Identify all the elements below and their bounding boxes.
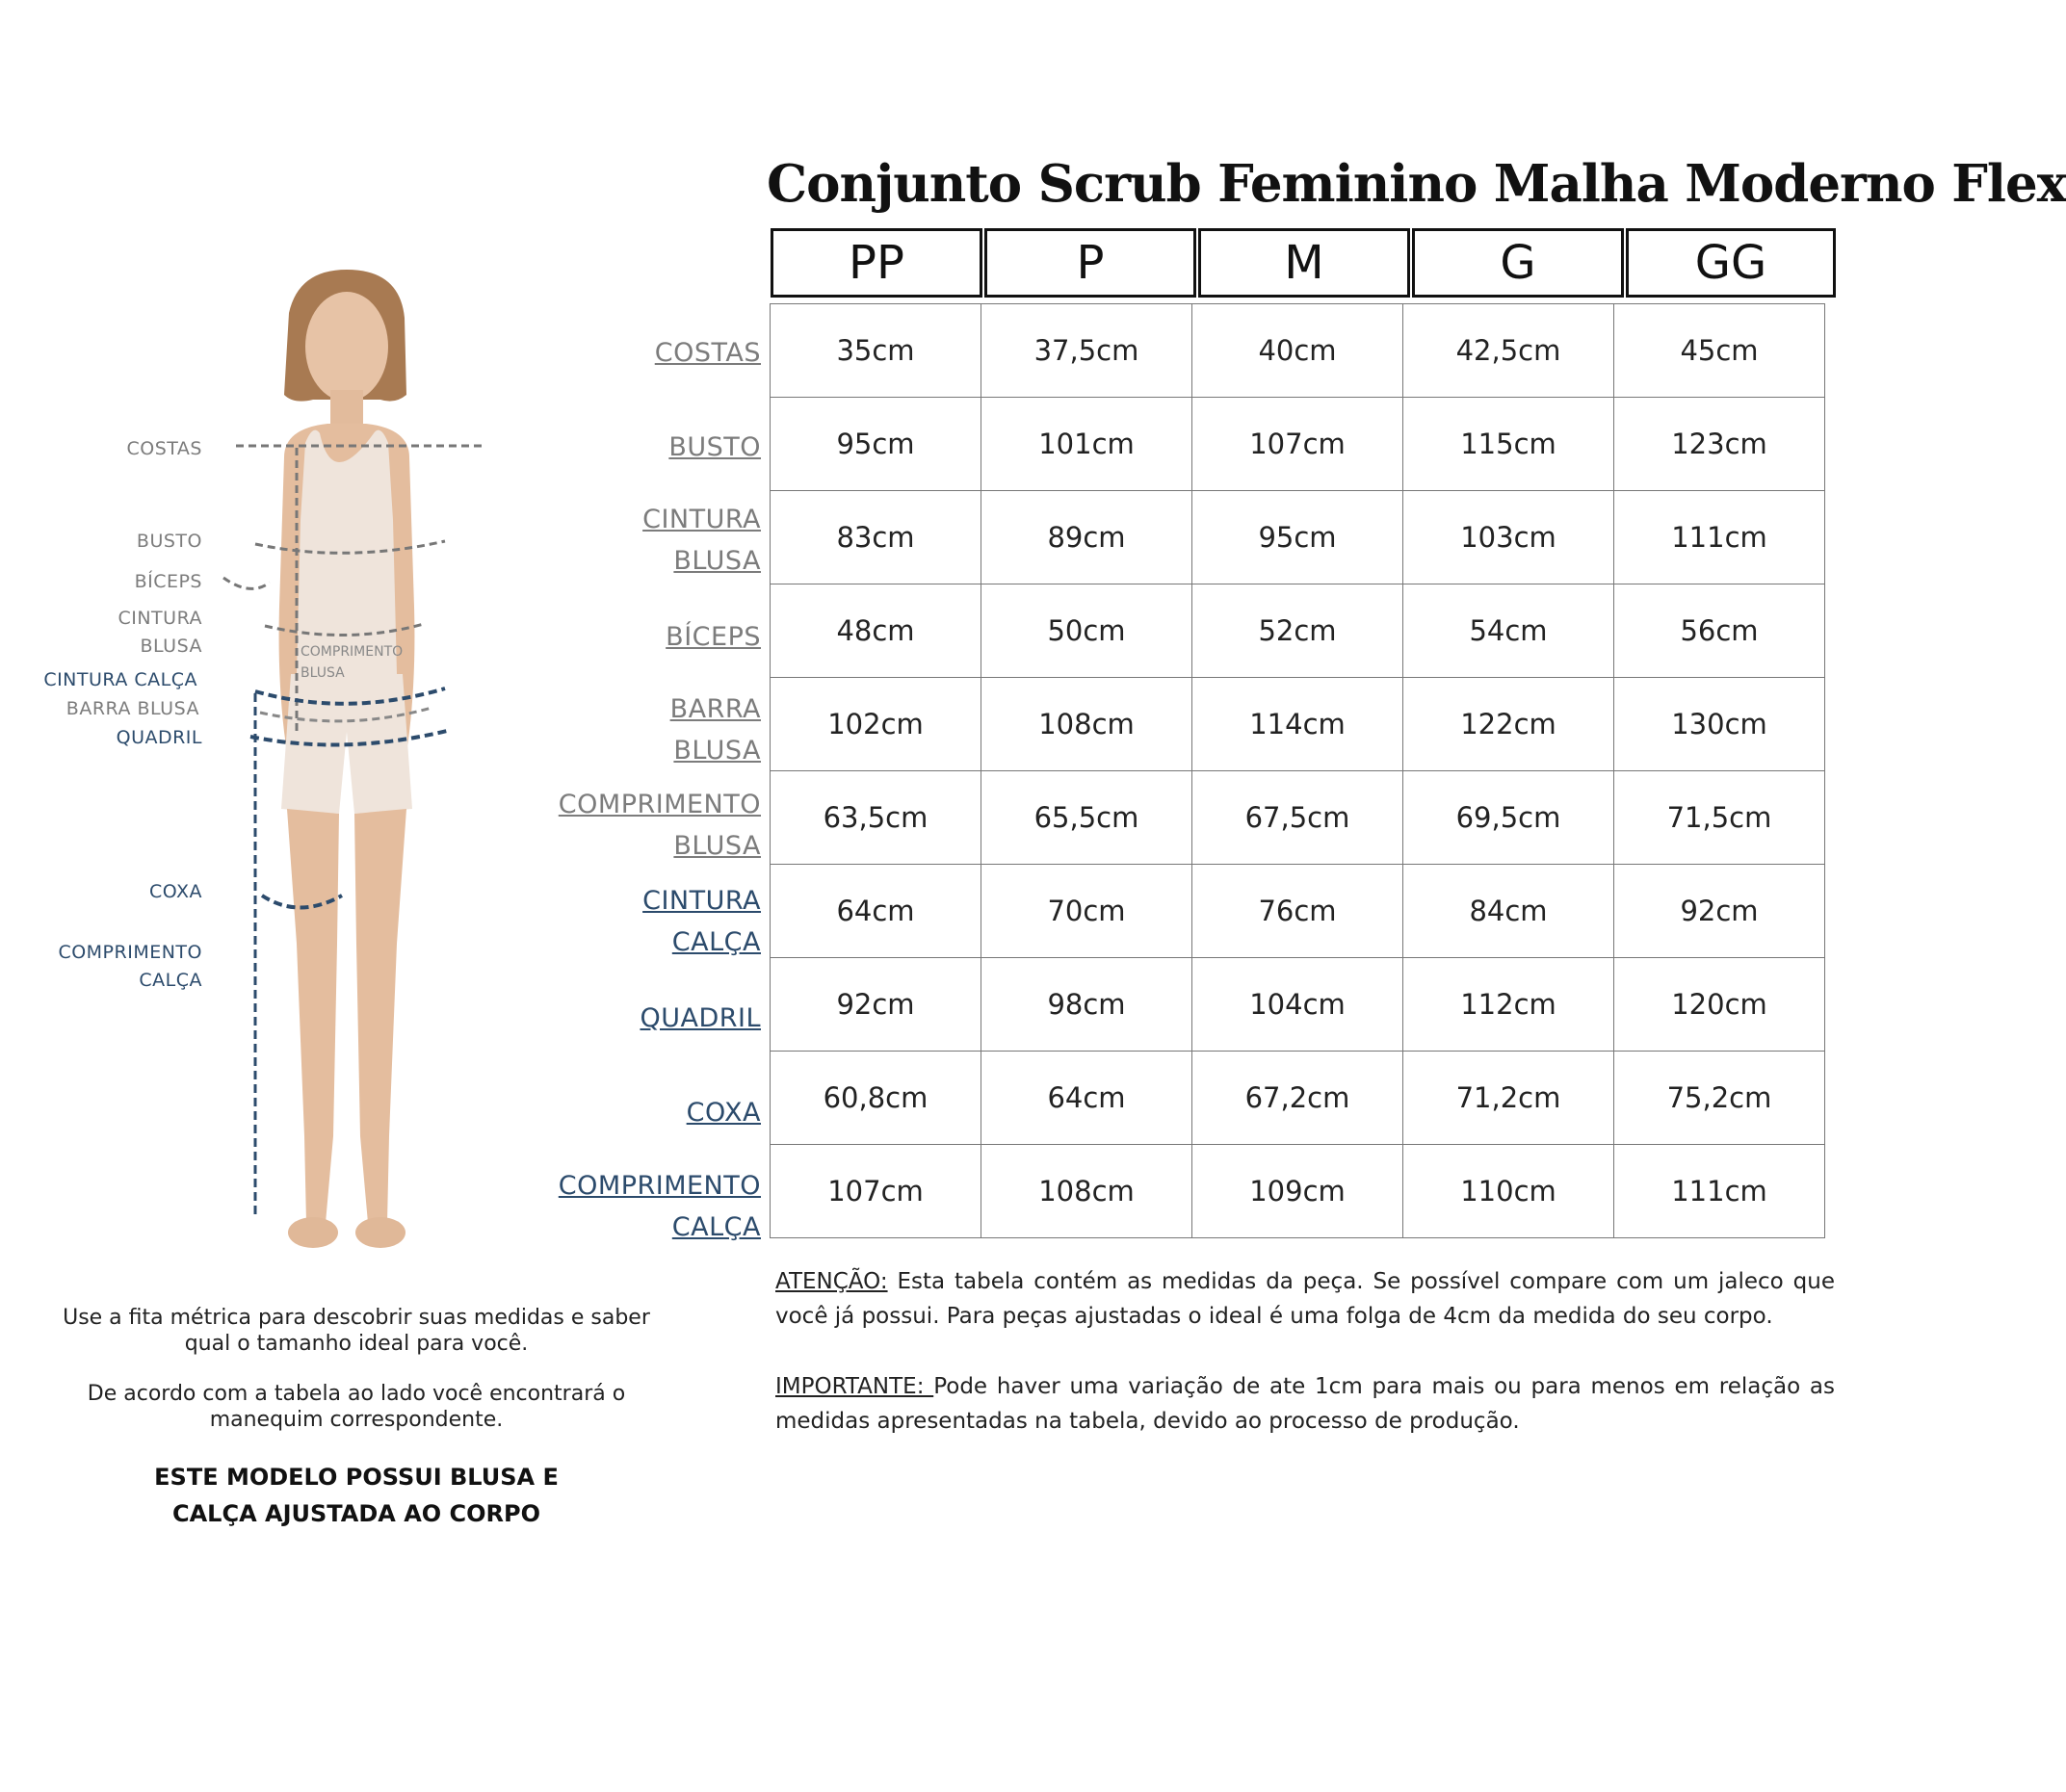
body-label-biceps: BÍCEPS [134,571,202,592]
table-cell: 50cm [981,584,1192,678]
important-text: Pode haver uma variação de ate 1cm para mais ou para menos em relação as medidas apresentadas na tabela, devido ao processo de produção. [775,1374,1835,1434]
table-cell: 92cm [771,958,981,1052]
table-cell: 71,2cm [1403,1052,1614,1145]
row-label-coxa [687,1092,761,1133]
body-label-line: COMPRIMENTO [301,644,404,660]
model-fit-line: ESTE MODELO POSSUI BLUSA E [154,1464,559,1491]
row-label-barra-blusa [670,688,761,771]
table-row [771,584,1825,678]
table-cell: 84cm [1403,865,1614,958]
table-cell: 67,2cm [1192,1052,1403,1145]
row-label-line: BLUSA [673,831,761,861]
row-label-cintura-blusa [642,499,761,582]
attention-note [775,1264,1835,1334]
table-row [771,958,1825,1052]
table-row [771,491,1825,584]
table-cell: 69,5cm [1403,771,1614,865]
table-cell: 67,5cm [1192,771,1403,865]
table-cell: 60,8cm [771,1052,981,1145]
table-cell: 108cm [981,1145,1192,1238]
body-label-line: COMPRIMENTO [58,942,202,963]
body-label-comprimento-blusa [301,641,403,684]
table-cell: 45cm [1614,304,1825,398]
size-header-pp: PP [771,228,982,298]
table-cell: 115cm [1403,398,1614,491]
table-cell: 54cm [1403,584,1614,678]
mannequin-illustration [193,270,501,1271]
measurement-table [770,303,1825,1238]
table-cell: 70cm [981,865,1192,958]
row-label-quadril [640,998,761,1039]
attention-text: Esta tabela contém as medidas da peça. Se possível compare com um jaleco que você já possui. Para peças ajustadas o ideal é uma folga de 4cm da medida do seu corpo. [775,1269,1835,1329]
model-fit-note [96,1459,616,1532]
body-label-quadril: QUADRIL [116,727,202,748]
table-cell: 123cm [1614,398,1825,491]
table-row [771,398,1825,491]
body-label-line: CALÇA [139,970,202,991]
important-key: IMPORTANTE: [775,1374,934,1399]
size-header-row [771,228,1836,298]
table-cell: 107cm [771,1145,981,1238]
table-cell: 110cm [1403,1145,1614,1238]
table-cell: 42,5cm [1403,304,1614,398]
table-cell: 95cm [1192,491,1403,584]
table-cell: 130cm [1614,678,1825,771]
table-row [771,678,1825,771]
table-cell: 122cm [1403,678,1614,771]
table-cell: 64cm [771,865,981,958]
row-label-line: CINTURA [642,886,761,916]
table-cell: 35cm [771,304,981,398]
table-row [771,304,1825,398]
row-label-costas [655,332,761,374]
table-cell: 107cm [1192,398,1403,491]
row-label-line: BARRA [669,694,761,724]
row-label-line: COXA [686,1098,761,1128]
table-cell: 98cm [981,958,1192,1052]
body-label-cintura-calca: CINTURA CALÇA [43,669,197,690]
body-label-busto: BUSTO [136,531,202,552]
table-cell: 95cm [771,398,981,491]
table-cell: 101cm [981,398,1192,491]
table-cell: 63,5cm [771,771,981,865]
table-cell: 104cm [1192,958,1403,1052]
table-cell: 48cm [771,584,981,678]
table-cell: 64cm [981,1052,1192,1145]
table-cell: 108cm [981,678,1192,771]
body-label-barra-blusa: BARRA BLUSA [65,698,199,719]
row-label-comprimento-blusa [559,784,761,867]
table-cell: 103cm [1403,491,1614,584]
table-cell: 102cm [771,678,981,771]
table-cell: 56cm [1614,584,1825,678]
row-label-line: BLUSA [673,736,761,766]
table-cell: 65,5cm [981,771,1192,865]
size-header-g: G [1412,228,1624,298]
table-row [771,865,1825,958]
row-label-comprimento-calca [559,1165,761,1248]
model-fit-line: CALÇA AJUSTADA AO CORPO [171,1500,541,1527]
row-label-line: BÍCEPS [666,622,761,652]
size-header-p: P [984,228,1196,298]
row-label-line: QUADRIL [640,1003,761,1033]
table-row [771,771,1825,865]
instructions-paragraph-1: Use a fita métrica para descobrir suas medidas e saber qual o tamanho ideal para você. [63,1306,650,1356]
table-cell: 76cm [1192,865,1403,958]
important-note [775,1369,1835,1439]
body-label-coxa: COXA [148,881,202,902]
body-label-cintura-blusa [118,605,202,661]
attention-key: ATENÇÃO: [775,1269,888,1294]
body-label-costas: COSTAS [126,438,202,459]
table-cell: 71,5cm [1614,771,1825,865]
row-label-line: BUSTO [668,432,761,462]
row-label-line: BLUSA [673,546,761,576]
body-label-line: BLUSA [140,636,202,657]
chart-title: Conjunto Scrub Feminino Malha Moderno Flex [767,154,2066,214]
table-cell: 37,5cm [981,304,1192,398]
row-label-line: COSTAS [654,338,761,368]
size-header-m: M [1198,228,1410,298]
size-header-gg: GG [1626,228,1836,298]
row-label-line: CINTURA [642,505,761,534]
table-cell: 52cm [1192,584,1403,678]
table-cell: 111cm [1614,1145,1825,1238]
row-label-biceps [666,616,761,658]
table-cell: 114cm [1192,678,1403,771]
row-label-busto [668,427,761,468]
table-cell: 109cm [1192,1145,1403,1238]
table-cell: 112cm [1403,958,1614,1052]
table-cell: 40cm [1192,304,1403,398]
body-label-line: BLUSA [301,665,345,681]
row-label-cintura-calca [642,880,761,963]
table-cell: 83cm [771,491,981,584]
table-cell: 120cm [1614,958,1825,1052]
body-label-line: CINTURA [118,608,202,629]
table-cell: 92cm [1614,865,1825,958]
table-row [771,1052,1825,1145]
table-row [771,1145,1825,1238]
row-label-line: CALÇA [671,1212,761,1242]
instructions-paragraph-2: De acordo com a tabela ao lado você encontrará o manequim correspondente. [87,1382,626,1432]
table-cell: 89cm [981,491,1192,584]
row-label-line: COMPRIMENTO [558,1171,761,1201]
table-cell: 75,2cm [1614,1052,1825,1145]
body-label-comprimento-calca [58,939,202,995]
table-cell: 111cm [1614,491,1825,584]
row-label-line: CALÇA [671,927,761,957]
row-label-line: COMPRIMENTO [558,790,761,819]
